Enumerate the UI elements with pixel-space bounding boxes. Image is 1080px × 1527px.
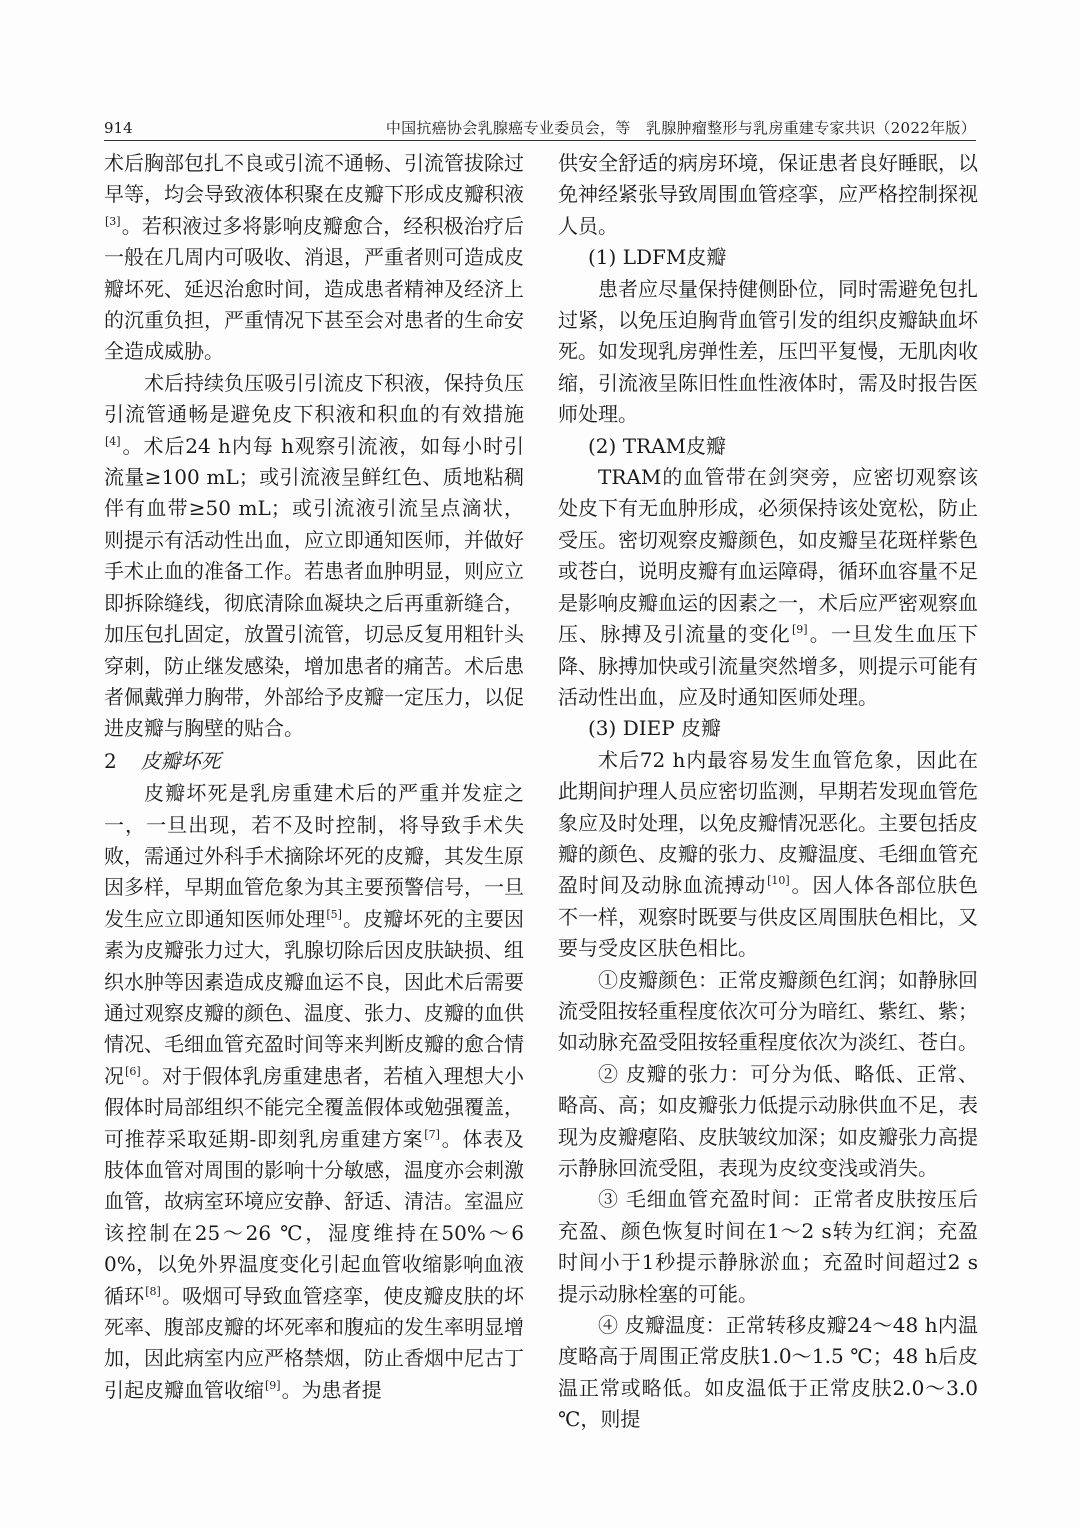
list-item: ② 皮瓣的张力：可分为低、略低、正常、略高、高；如皮瓣张力低提示动脉供血不足，表现为皮瓣瘪陷、皮肤皱纹加深；如皮瓣张力高提示静脉回流受阻，表现为皮纹变浅或消失。 <box>558 1061 978 1180</box>
citation[interactable]: [4] <box>105 434 121 448</box>
section-title: 皮瓣坏死 <box>140 748 221 773</box>
citation[interactable]: [7] <box>424 1127 440 1141</box>
section-number: 2 <box>104 748 117 773</box>
paragraph: 皮瓣坏死是乳房重建术后的严重并发症之一，一旦出现，若不及时控制，将导致手术失败，需通过外科手术摘除坏死的皮瓣，其发生原因多样，早期血管危象为其主要预警信号，一旦发生应立即通知医师处理[5]。皮瓣坏死的主要因素为皮瓣张力过大，乳腺切除后因皮肤缺损、组织水肿等因素造成皮瓣血运不良，因此术后需要通过观察皮瓣的颜色、温度、张力、皮瓣的血供情况、毛细血管充盈时间等来判断皮瓣的愈合情况[6]。对于假体乳房重建患者，若植入理想大小假体时局部组织不能完全覆盖假体或勉强覆盖，可推荐采取延期-即刻乳房重建方案[7]。体表及肢体血管对周围的影响十分敏感，温度亦会刺激血管，故病室环境应安静、舒适、清洁。室温应该控制在25～26 ℃，湿度维持在50%～60%，以免外界温度变化引起血管收缩影响血液循环[8]。吸烟可导致血管痉挛，使皮瓣皮肤的坏死率、腹部皮瓣的坏死率和腹疝的发生率明显增加，因此病室内应严格禁烟，防止香烟中尼古丁引起皮瓣血管收缩[9]。为患者提 <box>104 781 525 1402</box>
page-number: 914 <box>104 119 133 137</box>
paragraph: 患者应尽量保持健侧卧位，同时需避免包扎过紧，以免压迫胸背血管引发的组织皮瓣缺血坏死。如发现乳房弹性差，压凹平复慢，无肌肉收缩，引流液呈陈旧性血性液体时，需及时报告医师处理。 <box>558 276 978 427</box>
paragraph: 术后72 h内最容易发生血管危象，因此在此期间护理人员应密切监测，早期若发现血管危象应及时处理，以免皮瓣情况恶化。主要包括皮瓣的颜色、皮瓣的张力、皮瓣温度、毛细血管充盈时间及动脉血流搏动[10]。因人体各部位肤色不一样，观察时既要与供皮区周围肤色相比，又要与受皮区肤色相比。 <box>558 747 979 961</box>
running-title: 中国抗癌协会乳腺癌专业委员会，等 乳腺肿瘤整形与乳房重建专家共识（2022年版） <box>385 119 976 137</box>
paragraph: 术后胸部包扎不良或引流不通畅、引流管拔除过早等，均会导致液体积聚在皮瓣下形成皮瓣积液[3]。若积液过多将影响皮瓣愈合，经积极治疗后一般在几周内可吸收、消退，严重者则可造成皮瓣坏死、延迟治愈时间，造成患者精神及经济上的沉重负担，严重情况下甚至会对患者的生命安全造成威胁。 <box>104 151 524 364</box>
citation[interactable]: [9] <box>791 623 808 637</box>
list-item: ①皮瓣颜色：正常皮瓣颜色红润；如静脉回流受阻按轻重程度依次可分为暗红、紫红、紫；如动脉充盈受阻按轻重程度依次为淡红、苍白。 <box>558 967 978 1055</box>
right-column <box>558 148 978 1436</box>
subsection-heading: (2) TRAM皮瓣 <box>588 433 727 458</box>
running-header <box>104 116 976 141</box>
citation[interactable]: [6] <box>125 1064 141 1078</box>
citation[interactable]: [3] <box>105 214 121 228</box>
subsection-heading: (3) DIEP 皮瓣 <box>588 716 722 741</box>
paragraph: 供安全舒适的病房环境，保证患者良好睡眠，以免神经紧张导致周围血管痉挛，应严格控制探视人员。 <box>558 151 978 238</box>
paragraph: 术后持续负压吸引引流皮下积液，保持负压引流管通畅是避免皮下积液和积血的有效措施[4]。术后24 h内每 h观察引流液，如每小时引流量≥100 mL；或引流液呈鲜红色、质地粘稠伴有血带≥50 mL；或引流液引流呈点滴状，则提示有活动性出血，应立即通知医师，并做好手术止血的准备工作。若患者血肿明显，则应立即拆除缝线，彻底清除血凝块之后再重新缝合，加压包扎固定，放置引流管，切忌反复用粗针头穿刺，防止继发感染，增加患者的痛苦。术后患者佩戴弹力胸带，外部给予皮瓣一定压力，以促进皮瓣与胸壁的贴合。 <box>104 370 524 741</box>
section-heading <box>104 746 524 777</box>
left-column <box>104 148 524 1406</box>
citation[interactable]: [5] <box>326 907 342 921</box>
citation[interactable]: [8] <box>145 1284 161 1298</box>
citation[interactable]: [10] <box>767 874 790 888</box>
citation[interactable]: [9] <box>265 1378 281 1392</box>
list-item: ③ 毛细血管充盈时间：正常者皮肤按压后充盈、颜色恢复时间在1～2 s转为红润；充盈时间小于1秒提示静脉淤血；充盈时间超过2 s提示动脉栓塞的可能。 <box>558 1187 978 1306</box>
subsection-heading: (1) LDFM皮瓣 <box>588 245 727 270</box>
paragraph: TRAM的血管带在剑突旁，应密切观察该处皮下有无血肿形成，必须保持该处宽松，防止受压。密切观察皮瓣颜色，如皮瓣呈花斑样紫色或苍白，说明皮瓣有血运障碍，循环血容量不足是影响皮瓣血运的因素之一，术后应严密观察血压、脉搏及引流量的变化[9]。一旦发生血压下降、脉搏加快或引流量突然增多，则提示可能有活动性出血，应及时通知医师处理。 <box>558 465 979 709</box>
list-item: ④ 皮瓣温度：正常转移皮瓣24～48 h内温度略高于周围正常皮肤1.0～1.5 ℃；48 h后皮温正常或略低。如皮温低于正常皮肤2.0～3.0 ℃，则提 <box>558 1313 978 1432</box>
